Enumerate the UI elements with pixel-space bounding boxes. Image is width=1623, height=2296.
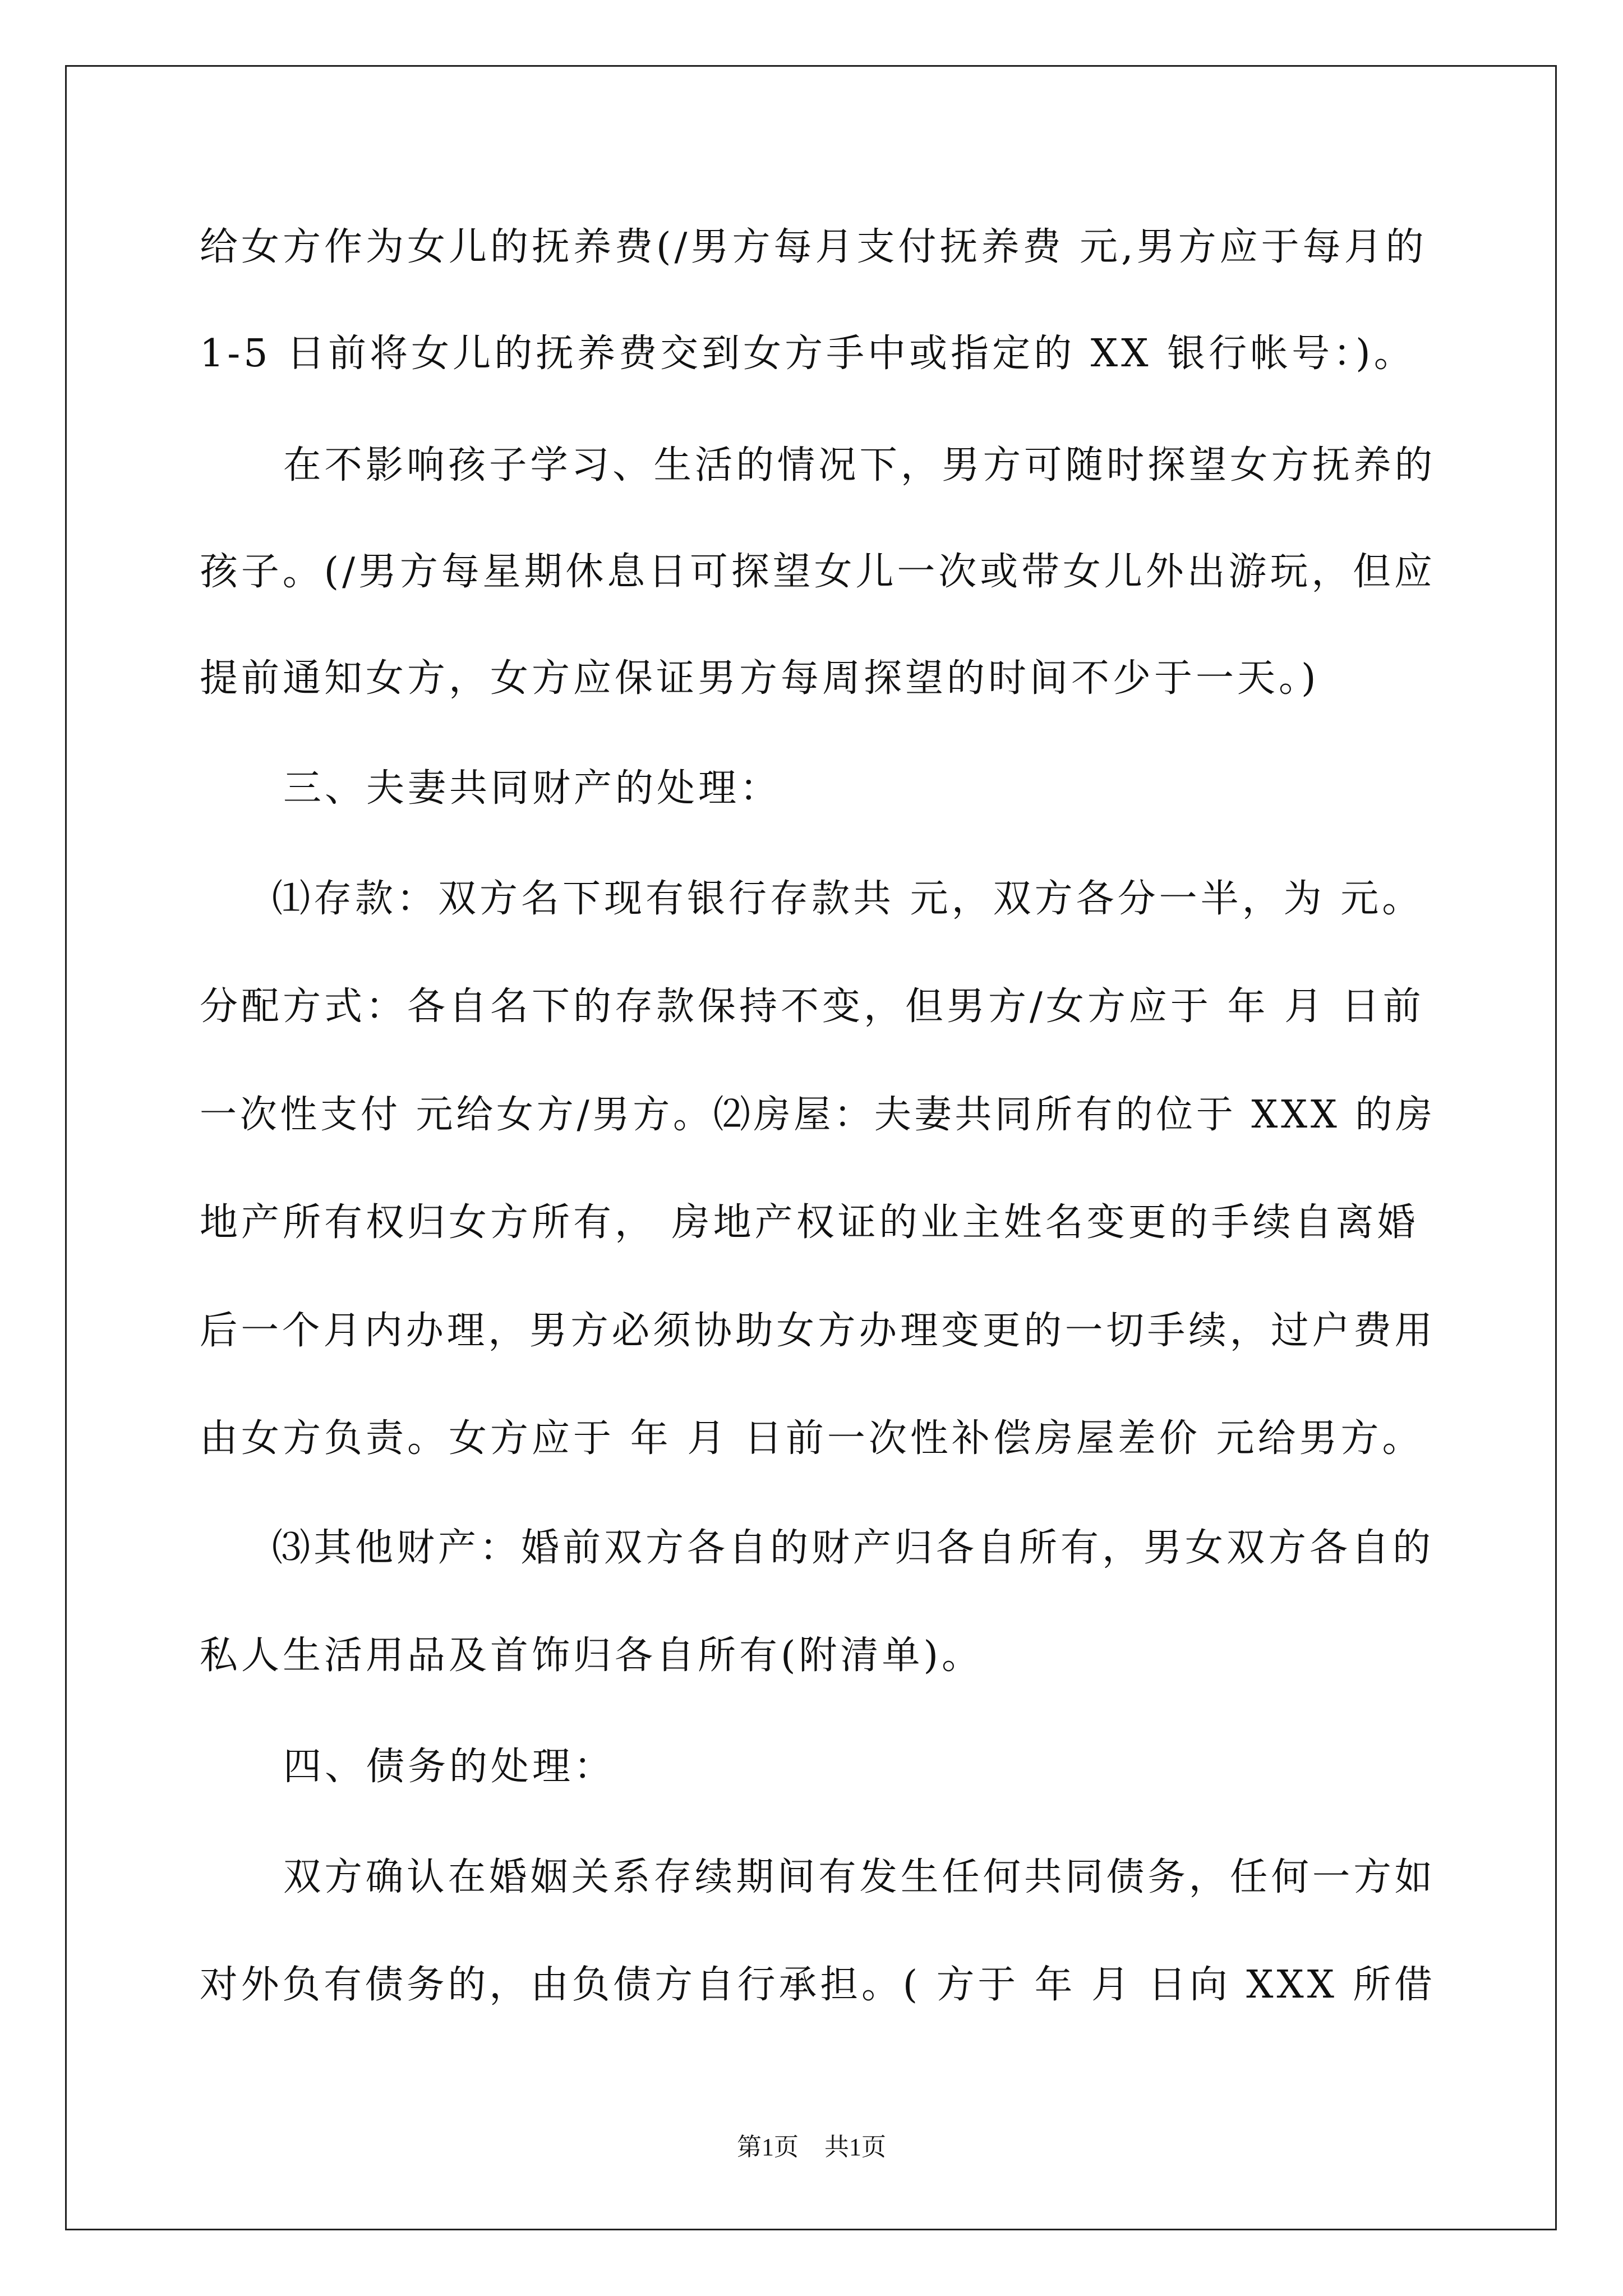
- text-line: 由女方负责。女方应于 年 月 日前一次性补偿房屋差价 元给男方。: [200, 1416, 1424, 1461]
- page-footer: [0, 2133, 1623, 2162]
- text-line: 对外负有债务的，由负债方自行承担。( 方于 年 月 日向 XXX 所借: [200, 1963, 1436, 2007]
- text-line: 在不影响孩子学习、生活的情况下，男方可随时探望女方抚养的: [283, 443, 1436, 487]
- page-border: [65, 65, 1557, 2230]
- text-line: 地产所有权归女方所有， 房地产权证的业主姓名变更的手续自离婚: [200, 1200, 1419, 1245]
- text-line: 1-5 日前将女儿的抚养费交到女方手中或指定的 XX 银行帐号：)。: [200, 332, 1415, 376]
- text-line: ⑶其他财产：婚前双方各自的财产归各自所有，男女双方各自的: [272, 1526, 1435, 1570]
- text-line: ⑴存款：双方名下现有银行存款共 元，双方各分一半，为 元。: [272, 877, 1424, 921]
- section-heading: 三、夫妻共同财产的处理：: [283, 766, 782, 811]
- text-line: 双方确认在婚姻关系存续期间有发生任何共同债务，任何一方如: [283, 1855, 1436, 1899]
- text-line: 给女方作为女儿的抚养费(/男方每月支付抚养费 元,男方应于每月的: [200, 225, 1427, 269]
- page-number: 第1页: [737, 2133, 799, 2161]
- section-heading: 四、债务的处理：: [283, 1745, 616, 1789]
- text-line: 后一个月内办理，男方必须协助女方办理变更的一切手续，过户费用: [200, 1309, 1436, 1353]
- text-line: 孩子。(/男方每星期休息日可探望女儿一次或带女儿外出游玩，但应: [200, 550, 1436, 594]
- text-line: 提前通知女方，女方应保证男方每周探望的时间不少于一天。): [200, 656, 1320, 701]
- total-pages: 共1页: [824, 2133, 886, 2161]
- text-line: 一次性支付 元给女方/男方。⑵房屋：夫妻共同所有的位于 XXX 的房: [200, 1093, 1436, 1137]
- text-line: 分配方式：各自名下的存款保持不变，但男方/女方应于 年 月 日前: [200, 984, 1424, 1029]
- text-line: 私人生活用品及首饰归各自所有(附清单)。: [200, 1634, 984, 1678]
